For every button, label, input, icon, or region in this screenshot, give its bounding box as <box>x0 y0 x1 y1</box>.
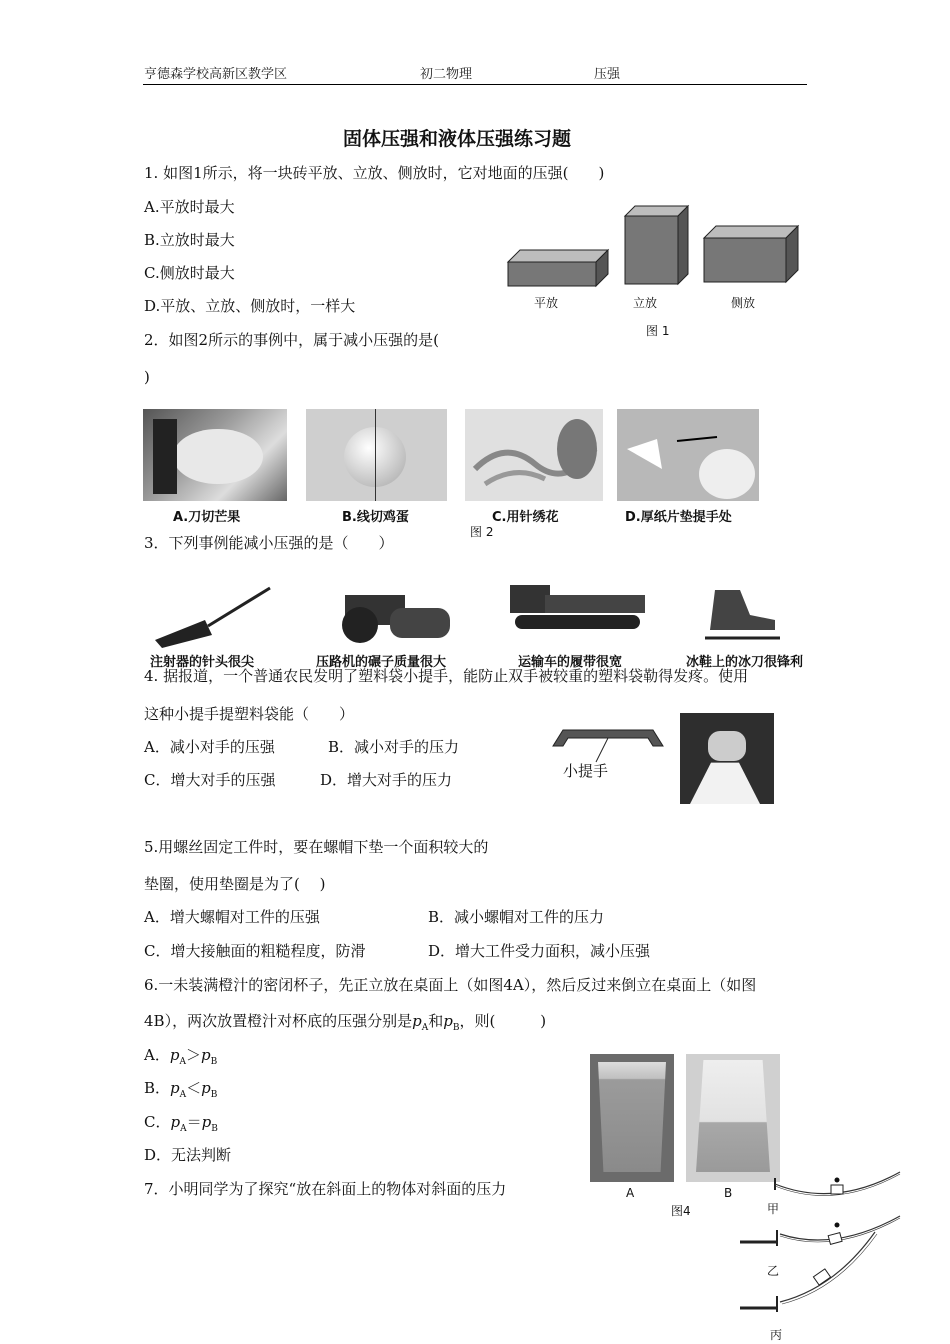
brick-flat <box>508 250 608 286</box>
brick-standing <box>625 206 688 284</box>
q4-option-c: C．增大对手的压强 <box>144 771 276 789</box>
q6-stem-line2: 4B），两次放置橙汁对杯底的压强分别是$p_A$和$p_B$，则( ) <box>144 1012 547 1033</box>
q3-caption-b: 压路机的碾子质量很大 <box>316 655 447 670</box>
q5-option-d: D．增大工件受力面积，减小压强 <box>428 942 651 960</box>
tracked-truck-icon <box>510 585 645 629</box>
q7-incline-diagram <box>735 1168 905 1344</box>
photo-knife-mango <box>143 409 287 501</box>
q2-caption-a: A.刀切芒果 <box>173 510 241 525</box>
fig4-caption: 图4 <box>671 1204 691 1218</box>
q6-option-c: C．$p_A=p_B$ <box>144 1113 218 1134</box>
q5-stem-line1: 5.用螺丝固定工件时，要在螺帽下垫一个面积较大的 <box>144 838 489 856</box>
q4-option-a: A．减小对手的压强 <box>144 738 275 756</box>
q5-option-a: A．增大螺帽对工件的压强 <box>144 908 320 926</box>
photo-thread-egg <box>306 409 447 501</box>
photo-hand-bag <box>680 713 774 804</box>
q2-stem: 2．如图2所示的事例中，属于减小压强的是( <box>144 331 439 349</box>
q1-option-b: B.立放时最大 <box>144 231 235 249</box>
q6-option-b: B．$p_A<p_B$ <box>144 1079 218 1100</box>
header-topic: 压强 <box>594 67 621 82</box>
photo-needle-embroidery <box>465 409 603 501</box>
brick-side <box>704 226 798 282</box>
header-rule <box>143 84 807 85</box>
q7-label-yi: 乙 <box>767 1264 780 1278</box>
q3-pictures <box>150 580 830 650</box>
syringe-icon <box>155 588 270 648</box>
photo-cup-upright <box>590 1054 674 1182</box>
fig1-caption: 图 1 <box>646 324 670 338</box>
q6-stem-line1: 6.一未装满橙汁的密闭杯子，先正立放在桌面上（如图4A），然后反过来倒立在桌面上（如图 <box>144 976 757 994</box>
header-subject: 初二物理 <box>420 67 473 82</box>
q5-option-c: C．增大接触面的粗糙程度，防滑 <box>144 942 366 960</box>
fig2-caption: 图 2 <box>470 525 494 539</box>
q4-option-b: B．减小对手的压力 <box>328 738 460 756</box>
photo-cup-inverted <box>686 1054 780 1182</box>
q4-stem-line1: 4. 据报道，一个普通农民发明了塑料袋小提手，能防止双手被较重的塑料袋勒得发疼。使用 <box>144 667 749 685</box>
header-school: 亨德森学校高新区教学区 <box>144 67 288 82</box>
fig4-label-a: A <box>626 1186 635 1200</box>
q7-label-bing: 丙 <box>770 1328 783 1342</box>
q1-option-a: A.平放时最大 <box>144 198 235 216</box>
q3-stem: 3．下列事例能减小压强的是（ ） <box>144 534 394 552</box>
page-title: 固体压强和液体压强练习题 <box>343 128 572 150</box>
q6-option-d: D．无法判断 <box>144 1146 232 1164</box>
q1-option-d: D.平放、立放、侧放时，一样大 <box>144 297 356 315</box>
q4-stem-line2: 这种小提手提塑料袋能（ ） <box>144 705 355 723</box>
q2-caption-d: D.厚纸片垫提手处 <box>625 510 732 525</box>
q1-stem: 1. 如图1所示，将一块砖平放、立放、侧放时，它对地面的压强( ) <box>144 164 605 182</box>
q2-stem-end: ) <box>144 368 150 386</box>
fig1-label-stand: 立放 <box>633 296 658 310</box>
q4-option-d: D．增大对手的压力 <box>320 771 453 789</box>
q5-option-b: B．减小螺帽对工件的压力 <box>428 908 605 926</box>
q3-caption-d: 冰鞋上的冰刀很锋利 <box>686 655 804 670</box>
q1-option-c: C.侧放时最大 <box>144 264 235 282</box>
q5-stem-line2: 垫圈，使用垫圈是为了( ) <box>144 875 326 893</box>
q3-caption-a: 注射器的针头很尖 <box>150 655 255 670</box>
q6-option-a: A．$p_A>p_B$ <box>144 1046 218 1067</box>
photo-cardboard-handle <box>617 409 759 501</box>
figure-1-bricks <box>500 200 810 300</box>
q7-label-jia: 甲 <box>767 1202 780 1216</box>
q3-caption-c: 运输车的履带很宽 <box>518 655 623 670</box>
fig4-label-b: B <box>724 1186 733 1200</box>
road-roller-icon <box>342 595 450 643</box>
q7-stem: 7．小明同学为了探究“放在斜面上的物体对斜面的压力 <box>144 1180 507 1198</box>
q2-caption-c: C.用针绣花 <box>492 510 559 525</box>
handle-label: 小提手 <box>563 762 609 780</box>
handle-drawing <box>548 724 668 764</box>
fig1-label-flat: 平放 <box>534 296 559 310</box>
fig1-label-side: 侧放 <box>731 296 756 310</box>
ice-skate-icon <box>705 590 780 638</box>
q2-caption-b: B.线切鸡蛋 <box>342 510 409 525</box>
